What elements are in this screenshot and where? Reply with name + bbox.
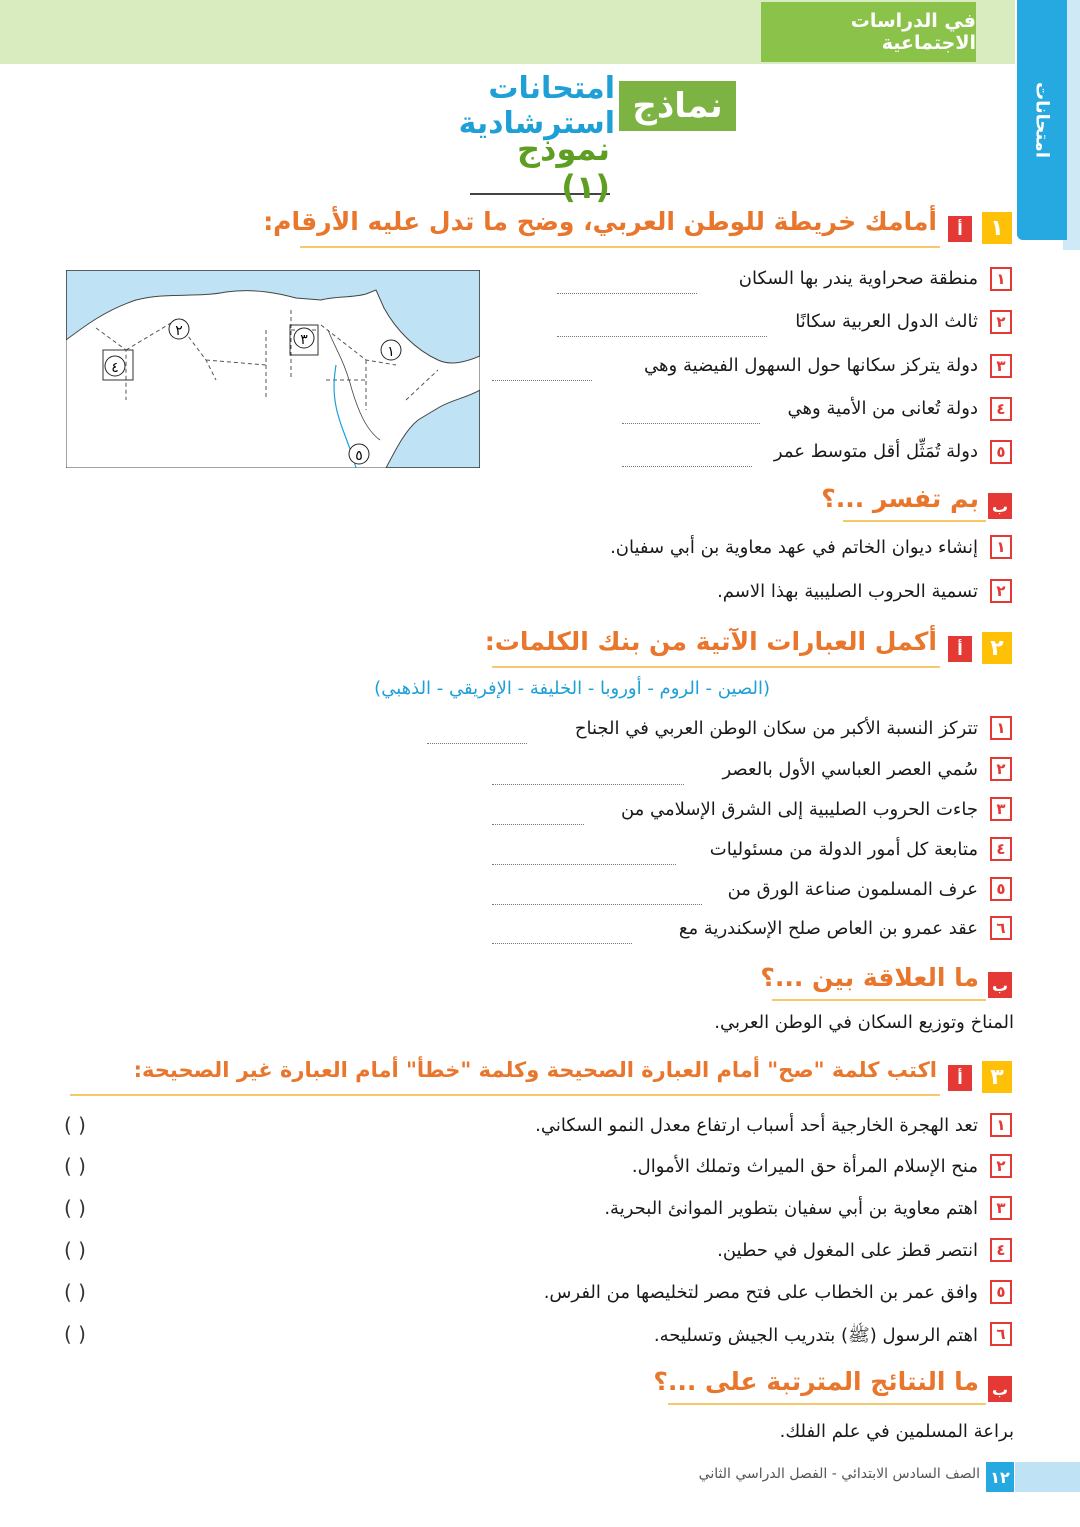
item-number: ٢: [990, 310, 1012, 334]
item-number: ٢: [990, 1154, 1012, 1178]
item-number: ٦: [990, 916, 1012, 940]
arab-world-map: [66, 270, 480, 468]
model-title: نموذج (١): [470, 143, 610, 195]
item-number: ٤: [990, 837, 1012, 861]
list-item: اهتم الرسول (ﷺ) بتدريب الجيش وتسليحه.: [653, 1325, 978, 1346]
list-item: انتصر قطز على المغول في حطين.: [717, 1240, 978, 1261]
answer-line[interactable]: [622, 423, 760, 424]
list-item: تتركز النسبة الأكبر من سكان الوطن العربي في الجناح: [574, 718, 978, 739]
question-text: المناخ وتوزيع السكان في الوطن العربي.: [714, 1012, 1014, 1033]
part-letter: أ: [948, 1065, 972, 1091]
title-highlight: نماذج: [619, 81, 736, 131]
word-bank: (الصين - الروم - أوروبا - الخليفة - الإفريقي - الذهبي): [374, 678, 770, 699]
map-label-5: ٥: [355, 448, 363, 464]
part-letter: ب: [988, 1376, 1012, 1402]
footer-text: الصف السادس الابتدائي - الفصل الدراسي الثاني: [698, 1466, 980, 1482]
list-item: ثالث الدول العربية سكانًا: [795, 311, 978, 332]
list-item: متابعة كل أمور الدولة من مسئوليات: [709, 839, 978, 860]
map-label-4: ٤: [111, 360, 119, 376]
question-title: اكتب كلمة "صح" أمام العبارة الصحيحة وكلمة "خطأ" أمام العبارة غير الصحيحة:: [133, 1058, 937, 1082]
list-item: تسمية الحروب الصليبية بهذا الاسم.: [717, 581, 978, 602]
list-item: وافق عمر بن الخطاب على فتح مصر لتخليصها من الفرس.: [543, 1282, 978, 1303]
answer-line[interactable]: [427, 743, 527, 744]
item-number: ٢: [990, 579, 1012, 603]
item-number: ٤: [990, 397, 1012, 421]
item-number: ١: [990, 716, 1012, 740]
list-item: اهتم معاوية بن أبي سفيان بتطوير الموانئ البحرية.: [604, 1198, 978, 1219]
page-title: امتحانات استرشادية: [458, 71, 615, 141]
question-text: براعة المسلمين في علم الفلك.: [779, 1421, 1014, 1442]
map-label-3: ٣: [300, 332, 308, 348]
question-title: أمامك خريطة للوطن العربي، وضح ما تدل عليه الأرقام:: [263, 207, 937, 236]
question-number: ٣: [982, 1061, 1012, 1093]
title-underline: [843, 520, 986, 522]
item-number: ١: [990, 267, 1012, 291]
title-underline: [70, 1094, 940, 1096]
answer-line[interactable]: [622, 466, 752, 467]
list-item: منطقة صحراوية يندر بها السكان: [738, 268, 978, 289]
list-item: إنشاء ديوان الخاتم في عهد معاوية بن أبي سفيان.: [610, 537, 978, 558]
part-letter: ب: [988, 493, 1012, 519]
answer-line[interactable]: [557, 293, 697, 294]
list-item: دولة يتركز سكانها حول السهول الفيضية وهي: [644, 355, 978, 376]
item-number: ٣: [990, 797, 1012, 821]
item-number: ٣: [990, 1196, 1012, 1220]
map-label-2: ٢: [175, 323, 183, 339]
item-number: ١: [990, 1113, 1012, 1137]
answer-line[interactable]: [492, 904, 702, 905]
footer-band: [1015, 1462, 1080, 1492]
question-title: أكمل العبارات الآتية من بنك الكلمات:: [484, 627, 937, 656]
list-item: دولة تُعانى من الأمية وهي: [787, 398, 978, 419]
answer-brackets[interactable]: ( ): [64, 1113, 86, 1137]
item-number: ٥: [990, 1280, 1012, 1304]
list-item: سُمي العصر العباسي الأول بالعصر: [722, 759, 978, 780]
item-number: ٢: [990, 757, 1012, 781]
title-underline: [492, 666, 940, 668]
list-item: تعد الهجرة الخارجية أحد أسباب ارتفاع معدل النمو السكاني.: [535, 1115, 978, 1136]
side-tab-label: امتحانات: [1031, 82, 1053, 158]
list-item: جاءت الحروب الصليبية إلى الشرق الإسلامي من: [620, 799, 978, 820]
answer-line[interactable]: [492, 784, 684, 785]
question-title: بم تفسر ...؟: [821, 484, 979, 513]
part-letter: أ: [948, 636, 972, 662]
item-number: ٥: [990, 877, 1012, 901]
list-item: منح الإسلام المرأة حق الميراث وتملك الأموال.: [631, 1156, 978, 1177]
answer-line[interactable]: [492, 864, 676, 865]
item-number: ٤: [990, 1238, 1012, 1262]
part-letter: أ: [948, 216, 972, 242]
item-number: ٥: [990, 440, 1012, 464]
question-title: ما النتائج المترتبة على ...؟: [653, 1367, 979, 1396]
answer-line[interactable]: [557, 336, 767, 337]
title-underline: [772, 999, 986, 1001]
item-number: ١: [990, 535, 1012, 559]
question-number: ١: [982, 212, 1012, 244]
title-underline: [300, 246, 940, 248]
answer-brackets[interactable]: ( ): [64, 1238, 86, 1262]
question-number: ٢: [982, 632, 1012, 664]
part-letter: ب: [988, 972, 1012, 998]
list-item: عقد عمرو بن العاص صلح الإسكندرية مع: [678, 918, 978, 939]
list-item: دولة تُمَثِّل أقل متوسط عمر: [773, 441, 978, 462]
answer-brackets[interactable]: ( ): [64, 1280, 86, 1304]
item-number: ٣: [990, 354, 1012, 378]
answer-brackets[interactable]: ( ): [64, 1154, 86, 1178]
page-number: ١٢: [986, 1462, 1014, 1492]
answer-brackets[interactable]: ( ): [64, 1322, 86, 1346]
question-title: ما العلاقة بين ...؟: [760, 963, 979, 992]
answer-line[interactable]: [492, 380, 592, 381]
answer-brackets[interactable]: ( ): [64, 1196, 86, 1220]
subject-label: في الدراسات الاجتماعية: [761, 2, 976, 62]
map-label-1: ١: [387, 344, 395, 360]
item-number: ٦: [990, 1322, 1012, 1346]
answer-line[interactable]: [492, 824, 584, 825]
title-underline: [668, 1403, 986, 1405]
answer-line[interactable]: [492, 943, 632, 944]
list-item: عرف المسلمون صناعة الورق من: [727, 879, 978, 900]
